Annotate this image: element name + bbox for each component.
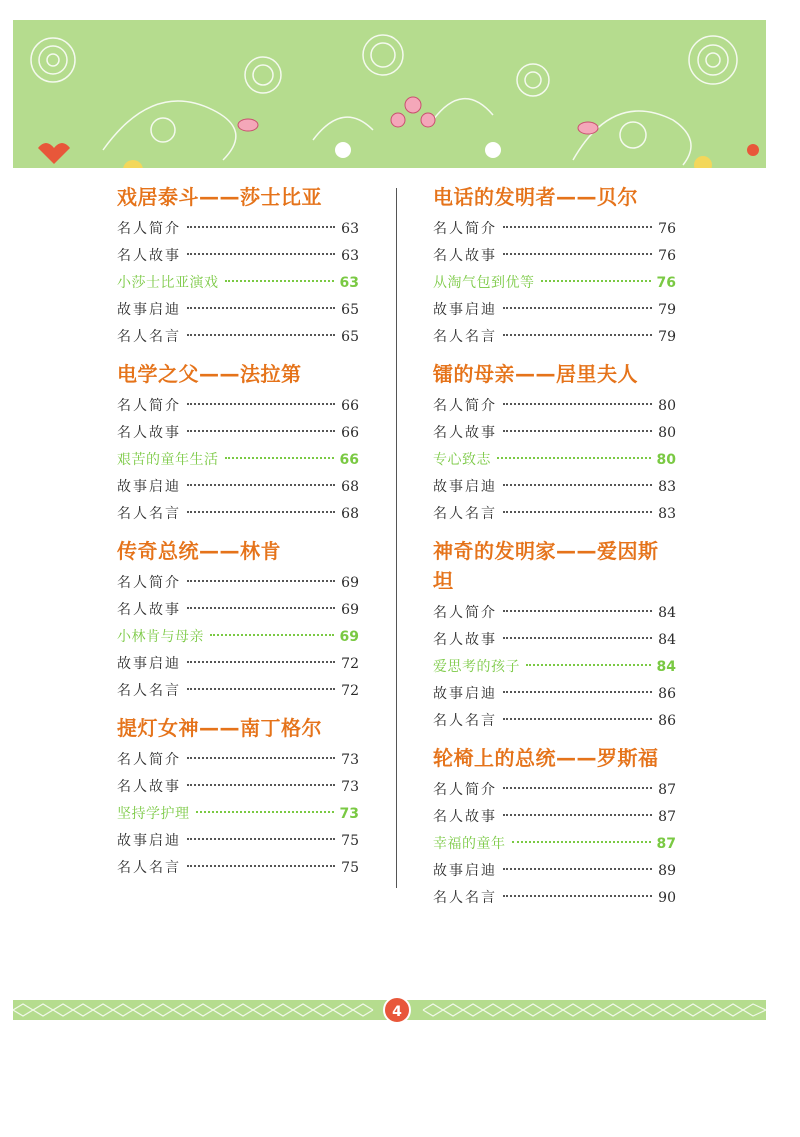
entry-page-number: 80 [658, 398, 676, 414]
dot-leader [187, 688, 335, 690]
dot-leader [503, 226, 652, 228]
dot-leader [503, 637, 652, 639]
dot-leader [187, 865, 335, 867]
entry-page-number: 69 [341, 575, 359, 591]
toc-entry[interactable] [433, 804, 676, 831]
entry-page-number: 76 [656, 275, 676, 291]
section-title[interactable]: 镭的母亲——居里夫人 [433, 362, 638, 386]
dot-leader [225, 457, 334, 459]
entry-page-number: 84 [658, 632, 676, 648]
dot-leader [187, 403, 335, 405]
toc-entry[interactable] [433, 681, 676, 708]
dot-leader [503, 307, 652, 309]
entry-page-number: 63 [341, 221, 359, 237]
entry-page-number: 66 [339, 452, 359, 468]
toc-entry[interactable] [117, 828, 359, 855]
toc-entry[interactable] [117, 216, 359, 243]
entry-label: 小林肯与母亲 [117, 629, 204, 645]
toc-story-entry[interactable] [433, 654, 676, 681]
entry-label: 名人故事 [433, 425, 497, 441]
dot-leader [503, 895, 652, 897]
toc-entry[interactable] [433, 858, 676, 885]
entry-label: 名人故事 [117, 248, 181, 264]
entry-page-number: 63 [339, 275, 359, 291]
dot-leader [196, 811, 334, 813]
toc-story-entry[interactable] [433, 447, 676, 474]
entry-label: 名人名言 [117, 506, 181, 522]
entry-label: 爱思考的孩子 [433, 659, 520, 675]
dot-leader [210, 634, 334, 636]
dot-leader [187, 757, 335, 759]
toc-section [433, 359, 676, 528]
toc-entry[interactable] [117, 747, 359, 774]
entry-page-number: 90 [658, 890, 676, 906]
section-title[interactable]: 电话的发明者——贝尔 [433, 185, 638, 209]
dot-leader [526, 664, 651, 666]
entry-label: 名人简介 [433, 605, 497, 621]
entry-label: 专心致志 [433, 452, 491, 468]
dot-leader [187, 334, 335, 336]
entry-page-number: 75 [341, 860, 359, 876]
entry-page-number: 83 [658, 506, 676, 522]
entry-page-number: 69 [339, 629, 359, 645]
toc-entry[interactable] [433, 885, 676, 912]
dot-leader [503, 691, 652, 693]
entry-label: 名人简介 [117, 398, 181, 414]
toc-section [433, 743, 676, 912]
floral-header-banner [13, 20, 766, 168]
toc-entry[interactable] [433, 420, 676, 447]
dot-leader [503, 787, 652, 789]
entry-label: 名人故事 [117, 425, 181, 441]
entry-label: 名人故事 [433, 809, 497, 825]
entry-page-number: 84 [656, 659, 676, 675]
section-title[interactable]: 轮椅上的总统——罗斯福 [433, 746, 659, 770]
toc-story-entry[interactable] [433, 270, 676, 297]
toc-entry[interactable] [117, 393, 359, 420]
toc-entry[interactable] [433, 243, 676, 270]
dot-leader [503, 253, 652, 255]
entry-label: 名人名言 [433, 329, 497, 345]
entry-page-number: 87 [658, 782, 676, 798]
entry-label: 名人故事 [117, 779, 181, 795]
toc-story-entry[interactable] [117, 624, 359, 651]
entry-page-number: 72 [341, 683, 359, 699]
section-title[interactable]: 提灯女神——南丁格尔 [117, 716, 322, 740]
entry-page-number: 87 [658, 809, 676, 825]
entry-page-number: 80 [658, 425, 676, 441]
entry-label: 故事启迪 [433, 863, 497, 879]
toc-entry[interactable] [433, 297, 676, 324]
dot-leader [187, 661, 335, 663]
entry-page-number: 89 [658, 863, 676, 879]
section-title[interactable]: 戏居泰斗——莎士比亚 [117, 185, 322, 209]
entry-label: 艰苦的童年生活 [117, 452, 219, 468]
page-number-badge: 4 [383, 996, 411, 1024]
entry-label: 名人故事 [433, 632, 497, 648]
toc-entry[interactable] [117, 651, 359, 678]
dot-leader [187, 226, 335, 228]
toc-section [117, 359, 359, 528]
dot-leader [503, 511, 652, 513]
dot-leader [187, 253, 335, 255]
entry-label: 名人故事 [117, 602, 181, 618]
entry-label: 名人简介 [433, 398, 497, 414]
entry-page-number: 84 [658, 605, 676, 621]
entry-page-number: 75 [341, 833, 359, 849]
section-title[interactable]: 神奇的发明家——爱因斯坦 [433, 539, 659, 593]
entry-page-number: 79 [658, 329, 676, 345]
entry-page-number: 79 [658, 302, 676, 318]
entry-page-number: 76 [658, 248, 676, 264]
dot-leader [187, 784, 335, 786]
dot-leader [503, 334, 652, 336]
entry-page-number: 66 [341, 425, 359, 441]
entry-label: 名人简介 [433, 782, 497, 798]
toc-entry[interactable] [117, 855, 359, 882]
entry-label: 故事启迪 [433, 302, 497, 318]
dot-leader [503, 430, 652, 432]
toc-entry[interactable] [433, 393, 676, 420]
entry-label: 小莎士比亚演戏 [117, 275, 219, 291]
toc-entry[interactable] [433, 501, 676, 528]
column-divider [396, 188, 397, 888]
dot-leader [225, 280, 334, 282]
toc-section [117, 182, 359, 351]
dot-leader [503, 814, 652, 816]
entry-label: 名人名言 [433, 506, 497, 522]
entry-label: 故事启迪 [117, 479, 181, 495]
toc-entry[interactable] [433, 216, 676, 243]
entry-label: 故事启迪 [117, 833, 181, 849]
entry-page-number: 68 [341, 506, 359, 522]
entry-page-number: 83 [658, 479, 676, 495]
entry-page-number: 73 [339, 806, 359, 822]
entry-page-number: 87 [656, 836, 676, 852]
entry-label: 坚持学护理 [117, 806, 190, 822]
entry-page-number: 76 [658, 221, 676, 237]
entry-page-number: 68 [341, 479, 359, 495]
toc-entry[interactable] [117, 324, 359, 351]
entry-label: 名人简介 [117, 221, 181, 237]
toc-entry[interactable] [433, 324, 676, 351]
entry-page-number: 65 [341, 302, 359, 318]
entry-label: 故事启迪 [117, 302, 181, 318]
toc-entry[interactable] [117, 774, 359, 801]
entry-label: 名人简介 [117, 575, 181, 591]
entry-label: 从淘气包到优等 [433, 275, 535, 291]
entry-label: 名人名言 [117, 683, 181, 699]
entry-label: 名人名言 [117, 860, 181, 876]
entry-page-number: 66 [341, 398, 359, 414]
floral-pattern-icon [13, 20, 766, 168]
toc-section [117, 536, 359, 705]
section-title[interactable]: 传奇总统——林肯 [117, 539, 281, 563]
dot-leader [187, 430, 335, 432]
toc-entry[interactable] [117, 678, 359, 705]
toc-entry[interactable] [117, 501, 359, 528]
toc-entry[interactable] [117, 597, 359, 624]
toc-entry[interactable] [117, 297, 359, 324]
dot-leader [503, 610, 652, 612]
toc-left-column [117, 182, 359, 890]
toc-entry[interactable] [433, 777, 676, 804]
dot-leader [187, 580, 335, 582]
toc-entry[interactable] [433, 627, 676, 654]
entry-label: 名人简介 [117, 752, 181, 768]
entry-page-number: 65 [341, 329, 359, 345]
toc-entry[interactable] [117, 570, 359, 597]
entry-page-number: 73 [341, 779, 359, 795]
entry-label: 幸福的童年 [433, 836, 506, 852]
toc-story-entry[interactable] [117, 447, 359, 474]
entry-page-number: 86 [658, 713, 676, 729]
dot-leader [497, 457, 651, 459]
toc-right-column [433, 182, 676, 920]
entry-label: 名人名言 [433, 713, 497, 729]
section-title[interactable]: 电学之父——法拉第 [117, 362, 302, 386]
toc-story-entry[interactable] [117, 801, 359, 828]
entry-page-number: 80 [656, 452, 676, 468]
entry-page-number: 63 [341, 248, 359, 264]
dot-leader [512, 841, 651, 843]
dot-leader [187, 838, 335, 840]
toc-entry[interactable] [433, 600, 676, 627]
dot-leader [503, 718, 652, 720]
toc-entry[interactable] [117, 474, 359, 501]
toc-section [433, 536, 676, 735]
toc-section [433, 182, 676, 351]
toc-story-entry[interactable] [433, 831, 676, 858]
entry-page-number: 86 [658, 686, 676, 702]
dot-leader [187, 484, 335, 486]
entry-page-number: 73 [341, 752, 359, 768]
entry-page-number: 69 [341, 602, 359, 618]
toc-entry[interactable] [117, 243, 359, 270]
dot-leader [503, 403, 652, 405]
entry-label: 名人名言 [117, 329, 181, 345]
dot-leader [541, 280, 651, 282]
dot-leader [187, 607, 335, 609]
entry-label: 故事启迪 [433, 479, 497, 495]
entry-page-number: 72 [341, 656, 359, 672]
toc-section [117, 713, 359, 882]
entry-label: 故事启迪 [433, 686, 497, 702]
dot-leader [187, 307, 335, 309]
entry-label: 名人故事 [433, 248, 497, 264]
toc-entry[interactable] [117, 420, 359, 447]
dot-leader [503, 484, 652, 486]
entry-label: 故事启迪 [117, 656, 181, 672]
toc-entry[interactable] [433, 708, 676, 735]
toc-story-entry[interactable] [117, 270, 359, 297]
entry-label: 名人名言 [433, 890, 497, 906]
dot-leader [503, 868, 652, 870]
entry-label: 名人简介 [433, 221, 497, 237]
dot-leader [187, 511, 335, 513]
toc-entry[interactable] [433, 474, 676, 501]
